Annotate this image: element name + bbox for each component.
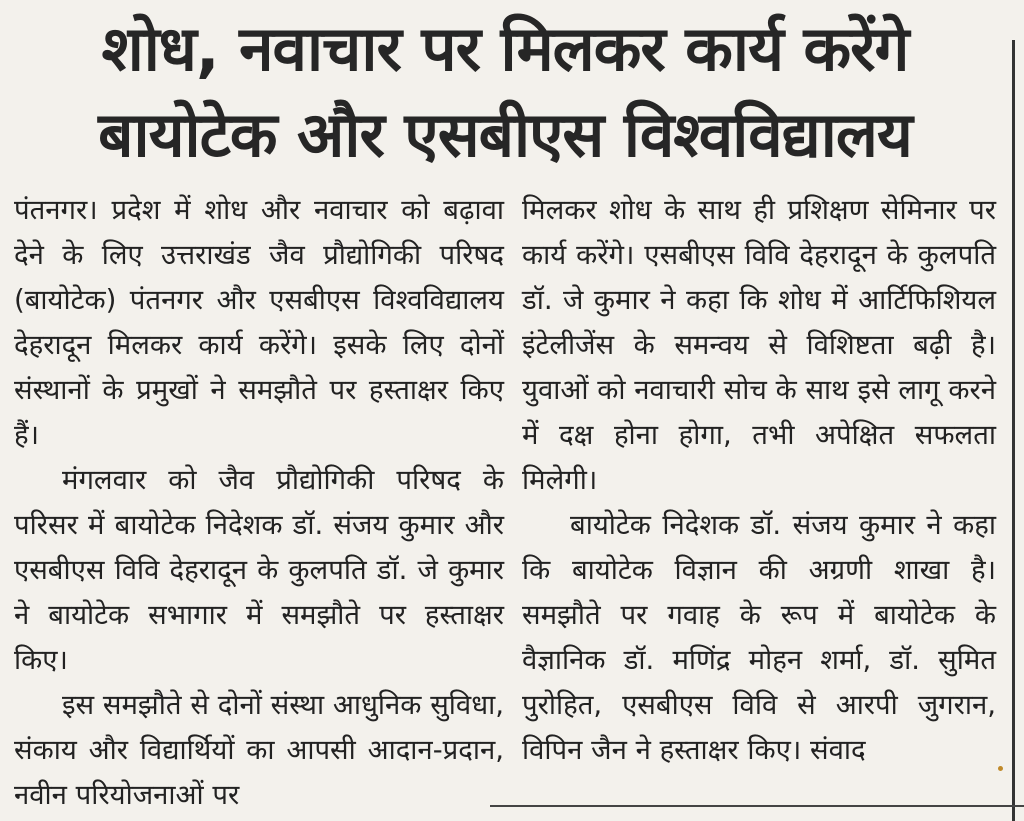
print-speck	[998, 766, 1003, 771]
article-column-right	[522, 188, 996, 773]
paragraph-intro: पंतनगर। प्रदेश में शोध और नवाचार को बढ़ावा देने के लिए उत्तराखंड जैव प्रौद्योगिकी परिषद (बायोटेक) पंतनगर और एसबीएस विश्वविद्यालय देहरादून मिलकर कार्य करेंगे। इसके लिए दोनों संस्थानों के प्रमुखों ने समझौते पर हस्ताक्षर किए हैं।	[14, 194, 504, 451]
article-column-left	[14, 188, 504, 818]
headline-line-1: शोध, नवाचार पर मिलकर कार्य करेंगे	[101, 12, 909, 85]
paragraph-vice-chancellor: मिलकर शोध के साथ ही प्रशिक्षण सेमिनार पर कार्य करेंगे। एसबीएस विवि देहरादून के कुलपति डॉ. जे कुमार ने कहा कि शोध में आर्टिफिशियल इंटेलीजेंस के समन्वय से विशिष्टता बढ़ी है। युवाओं को नवाचारी सोच के साथ इसे लागू करने में दक्ष होना होगा, तभी अपेक्षित सफलता मिलेगी।	[522, 194, 996, 496]
paragraph-signing: मंगलवार को जैव प्रौद्योगिकी परिषद के परिसर में बायोटेक निदेशक डॉ. संजय कुमार और एसबीएस विवि देहरादून के कुलपति डॉ. जे कुमार ने बायोटेक सभागार में समझौते पर हस्ताक्षर किए।	[14, 464, 504, 676]
headline-line-2: बायोटेक और एसबीएस विश्वविद्यालय	[98, 98, 912, 171]
paragraph-director: बायोटेक निदेशक डॉ. संजय कुमार ने कहा कि बायोटेक विज्ञान की अग्रणी शाखा है। समझौते पर गवाह के रूप में बायोटेक के वैज्ञानिक डॉ. मणिंद्र मोहन शर्मा, डॉ. सुमित पुरोहित, एसबीएस विवि से आरपी जुगरान, विपिन जैन ने हस्ताक्षर किए। संवाद	[522, 509, 996, 766]
column-rule-right	[1012, 40, 1015, 821]
bottom-rule	[490, 805, 1024, 807]
paragraph-exchange: इस समझौते से दोनों संस्था आधुनिक सुविधा, संकाय और विद्यार्थियों का आपसी आदान-प्रदान, नवीन परियोजनाओं पर	[14, 689, 504, 811]
article-headline	[10, 6, 1000, 178]
